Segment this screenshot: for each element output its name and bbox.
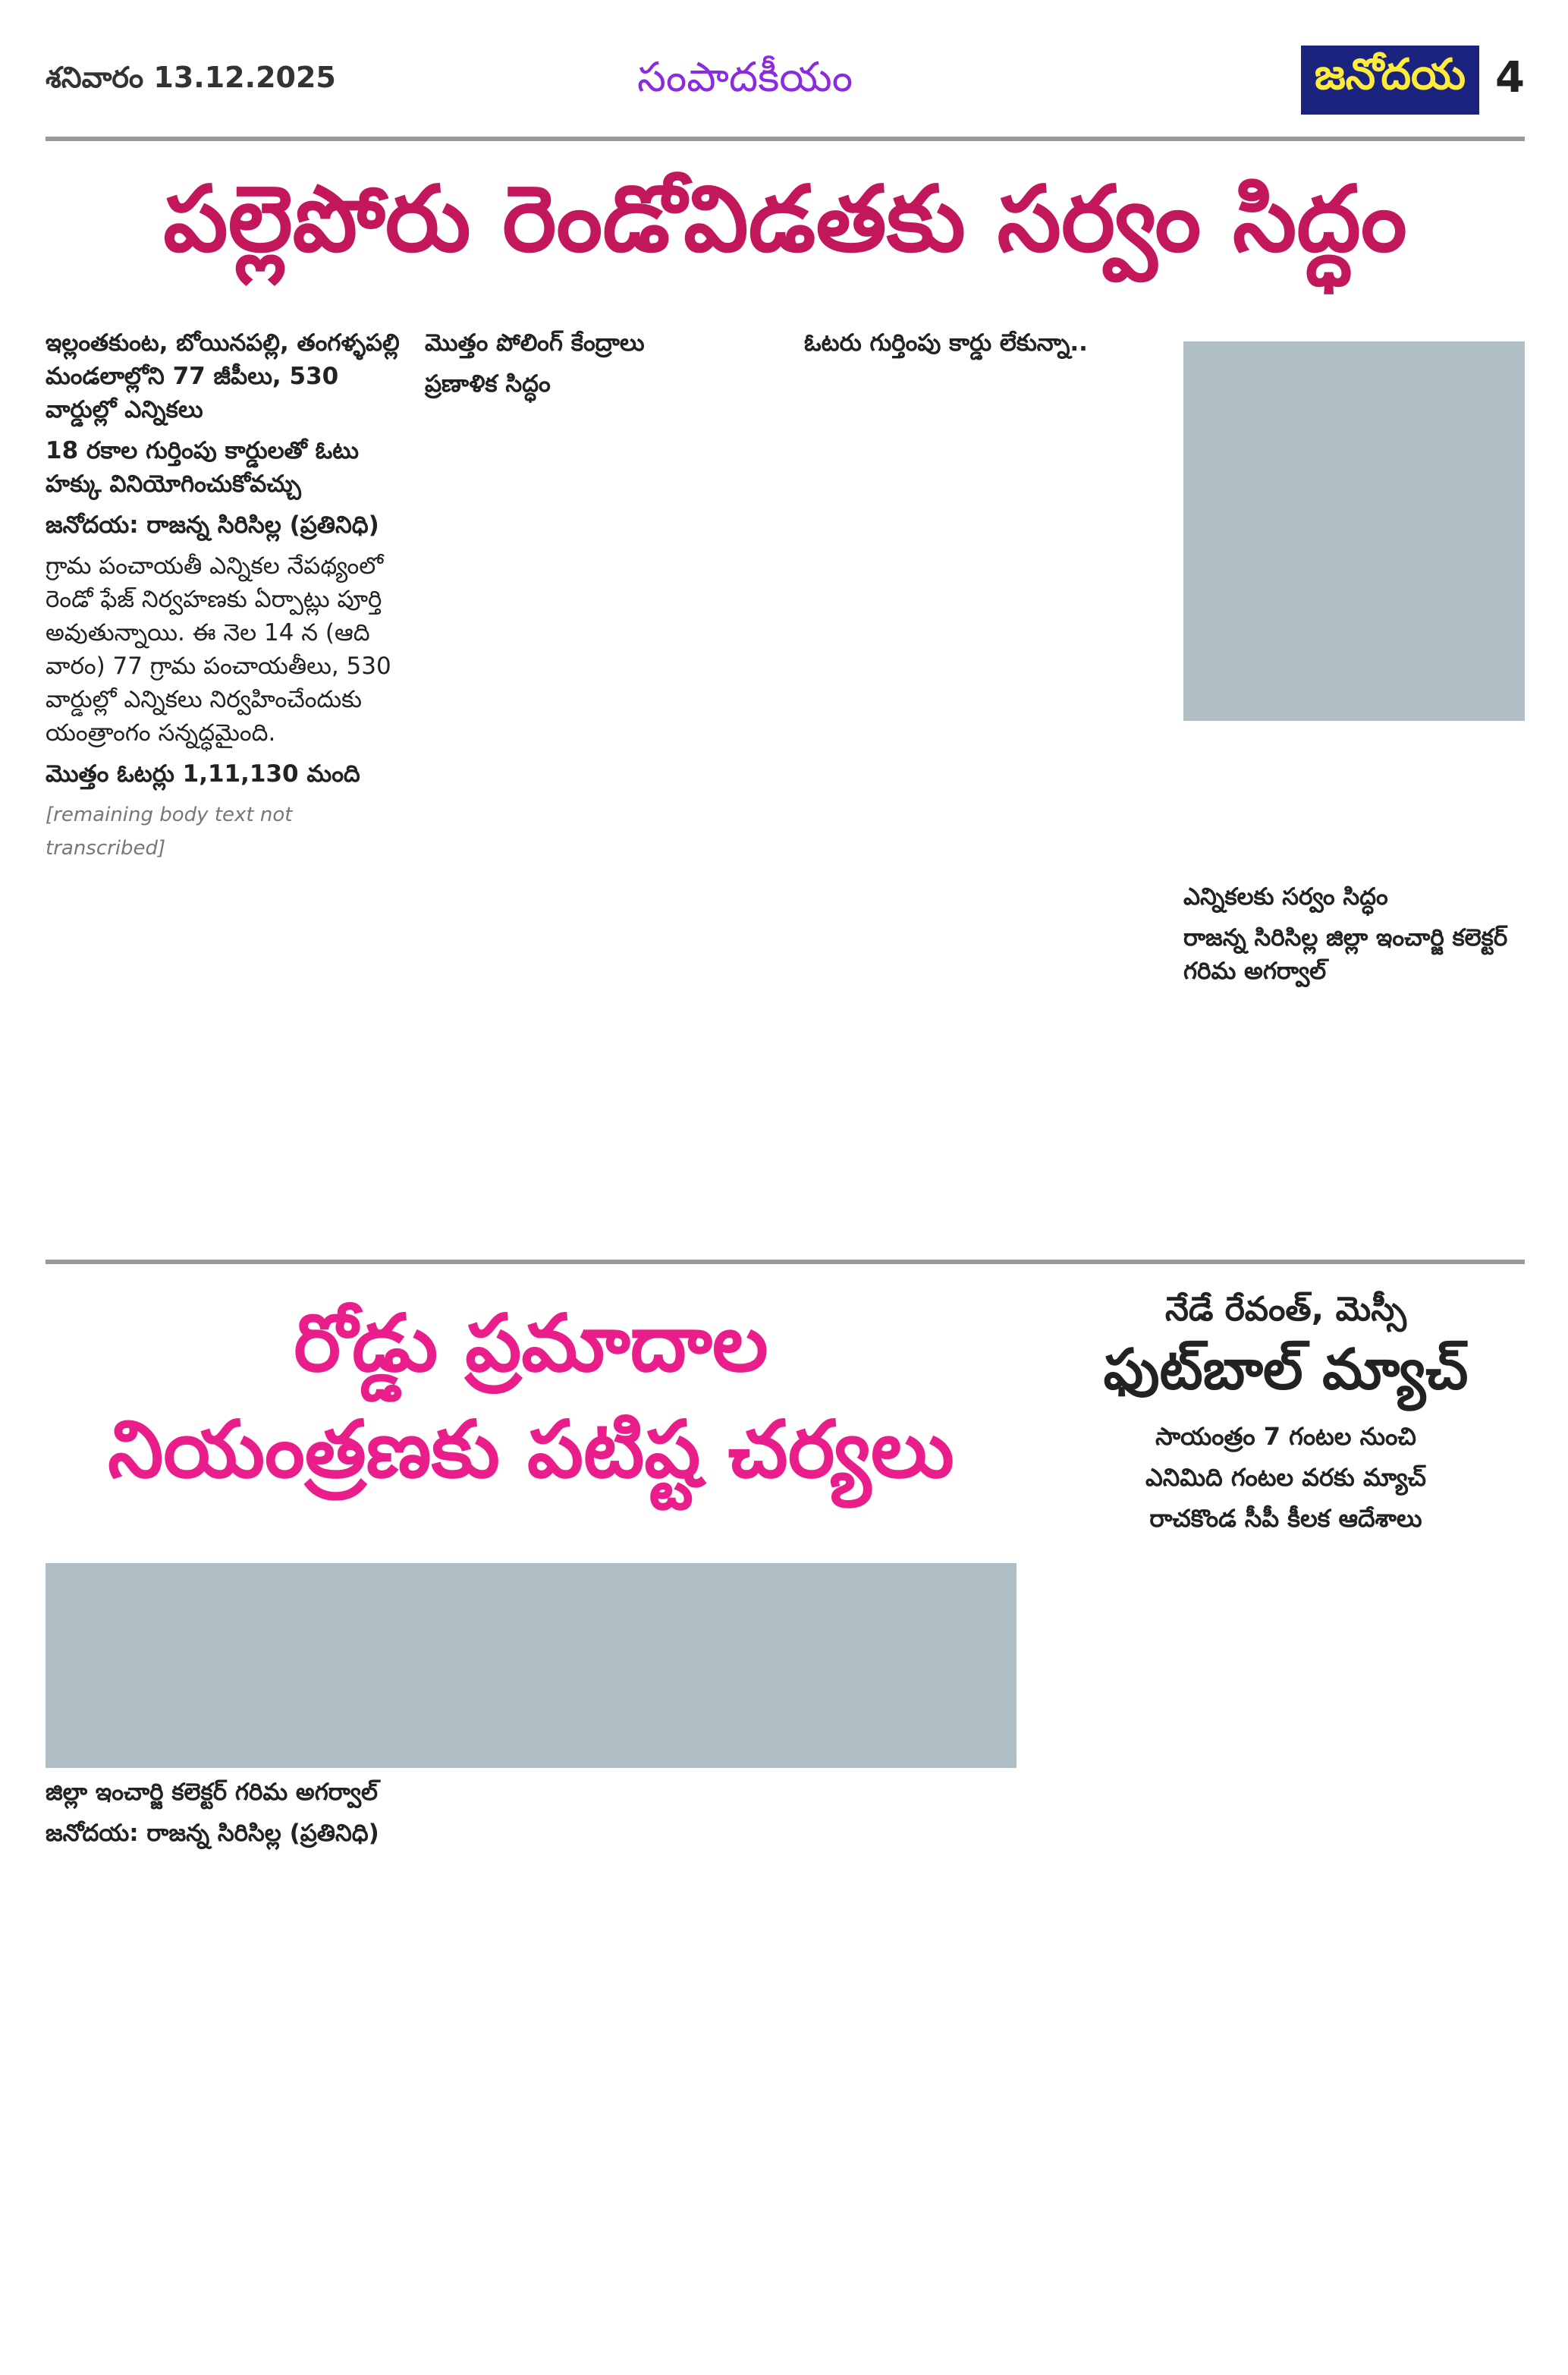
lead-headline: పల్లెపోరు రెండోవిడతకు సర్వం సిద్ధం	[163, 167, 1407, 272]
sports-subhead: సాయంత్రం 7 గంటల నుంచి	[1155, 1422, 1416, 1451]
lead-byline: రాజన్న సిరిసిల్ల జిల్లా ఇంచార్జి కలెక్టర్ గరిమ అగర్వాల్	[1183, 924, 1508, 985]
second-headline	[46, 1290, 1017, 1502]
lead-inline-subhead: మొత్తం ఓటర్లు 1,11,130 మంది	[46, 760, 360, 788]
lead-byline: జనోదయ: రాజన్న సిరిసిల్ల (ప్రతినిధి)	[46, 511, 379, 539]
header-rule	[46, 137, 1525, 141]
sports-subhead: ఎనిమిది గంటల వరకు మ్యాచ్	[1145, 1463, 1426, 1492]
lead-column-1	[46, 326, 410, 873]
second-byline: జనోదయ: రాజన్న సిరిసిల్ల (ప్రతినిధి)	[46, 1820, 379, 1847]
second-headline-line: రోడ్డు ప్రమాదాల	[294, 1297, 768, 1389]
lead-paragraph: గ్రామ పంచాయతీ ఎన్నికల నేపథ్యంలో రెండో ఫేజ్ నిర్వహణకు ఏర్పాట్లు పూర్తి అవుతున్నాయి. ఈ నెల 14 న (ఆది వారం) 77 గ్రామ పంచాయతీలు, 530 వార్డుల్లో ఎన్నికలు నిర్వహించేందుకు యంత్రాంగం సన్నద్ధమైంది.	[46, 552, 391, 747]
lead-inline-subhead: మొత్తం పోలింగ్ కేంద్రాలు	[425, 329, 645, 357]
sports-kicker: నేడే రేవంత్, మెస్సీ	[1164, 1290, 1407, 1329]
issue-date: శనివారం 13.12.2025	[46, 61, 336, 94]
masthead	[46, 46, 1525, 129]
meeting-photo	[46, 1563, 1017, 1768]
lead-column-3	[804, 326, 1168, 367]
second-column-1	[46, 1776, 531, 1858]
brand-logo: జనోదయ	[1301, 46, 1479, 115]
lead-column-4	[1183, 880, 1525, 996]
collector-photo	[1183, 341, 1525, 721]
omission-note: [remaining body text not transcribed]	[46, 804, 293, 860]
sports-title: ఫుట్‌బాల్ మ్యాచ్	[1103, 1337, 1469, 1402]
lead-subhead: 18 రకాల గుర్తింపు కార్డులతో ఓటు హక్కు వినియోగించుకోవచ్చు	[46, 437, 359, 498]
lead-inline-subhead: ఓటరు గుర్తింపు కార్డు లేకున్నా..	[804, 329, 1088, 357]
section-title: సంపాదకీయం	[637, 53, 853, 101]
photo-caption: జిల్లా ఇంచార్జి కలెక్టర్ గరిమ అగర్వాల్	[46, 1779, 379, 1806]
second-headline-line: నియంత్రణకు పటిష్ట చర్యలు	[108, 1403, 954, 1496]
lead-subhead: ఇల్లంతకుంట, బోయినపల్లి, తంగళ్ళపల్లి మండలాల్లోని 77 జీపీలు, 530 వార్డుల్లో ఎన్నికలు	[46, 329, 400, 423]
sports-head	[1047, 1290, 1525, 1539]
section-rule	[46, 1260, 1525, 1264]
lead-column-2	[425, 326, 789, 408]
lead-inline-subhead: ప్రణాళిక సిద్ధం	[425, 370, 551, 398]
page-number: 4	[1495, 53, 1525, 102]
lead-inline-subhead: ఎన్నికలకు సర్వం సిద్ధం	[1183, 883, 1388, 911]
sports-subhead: రాచకొండ సీపీ కీలక ఆదేశాలు	[1149, 1504, 1422, 1533]
